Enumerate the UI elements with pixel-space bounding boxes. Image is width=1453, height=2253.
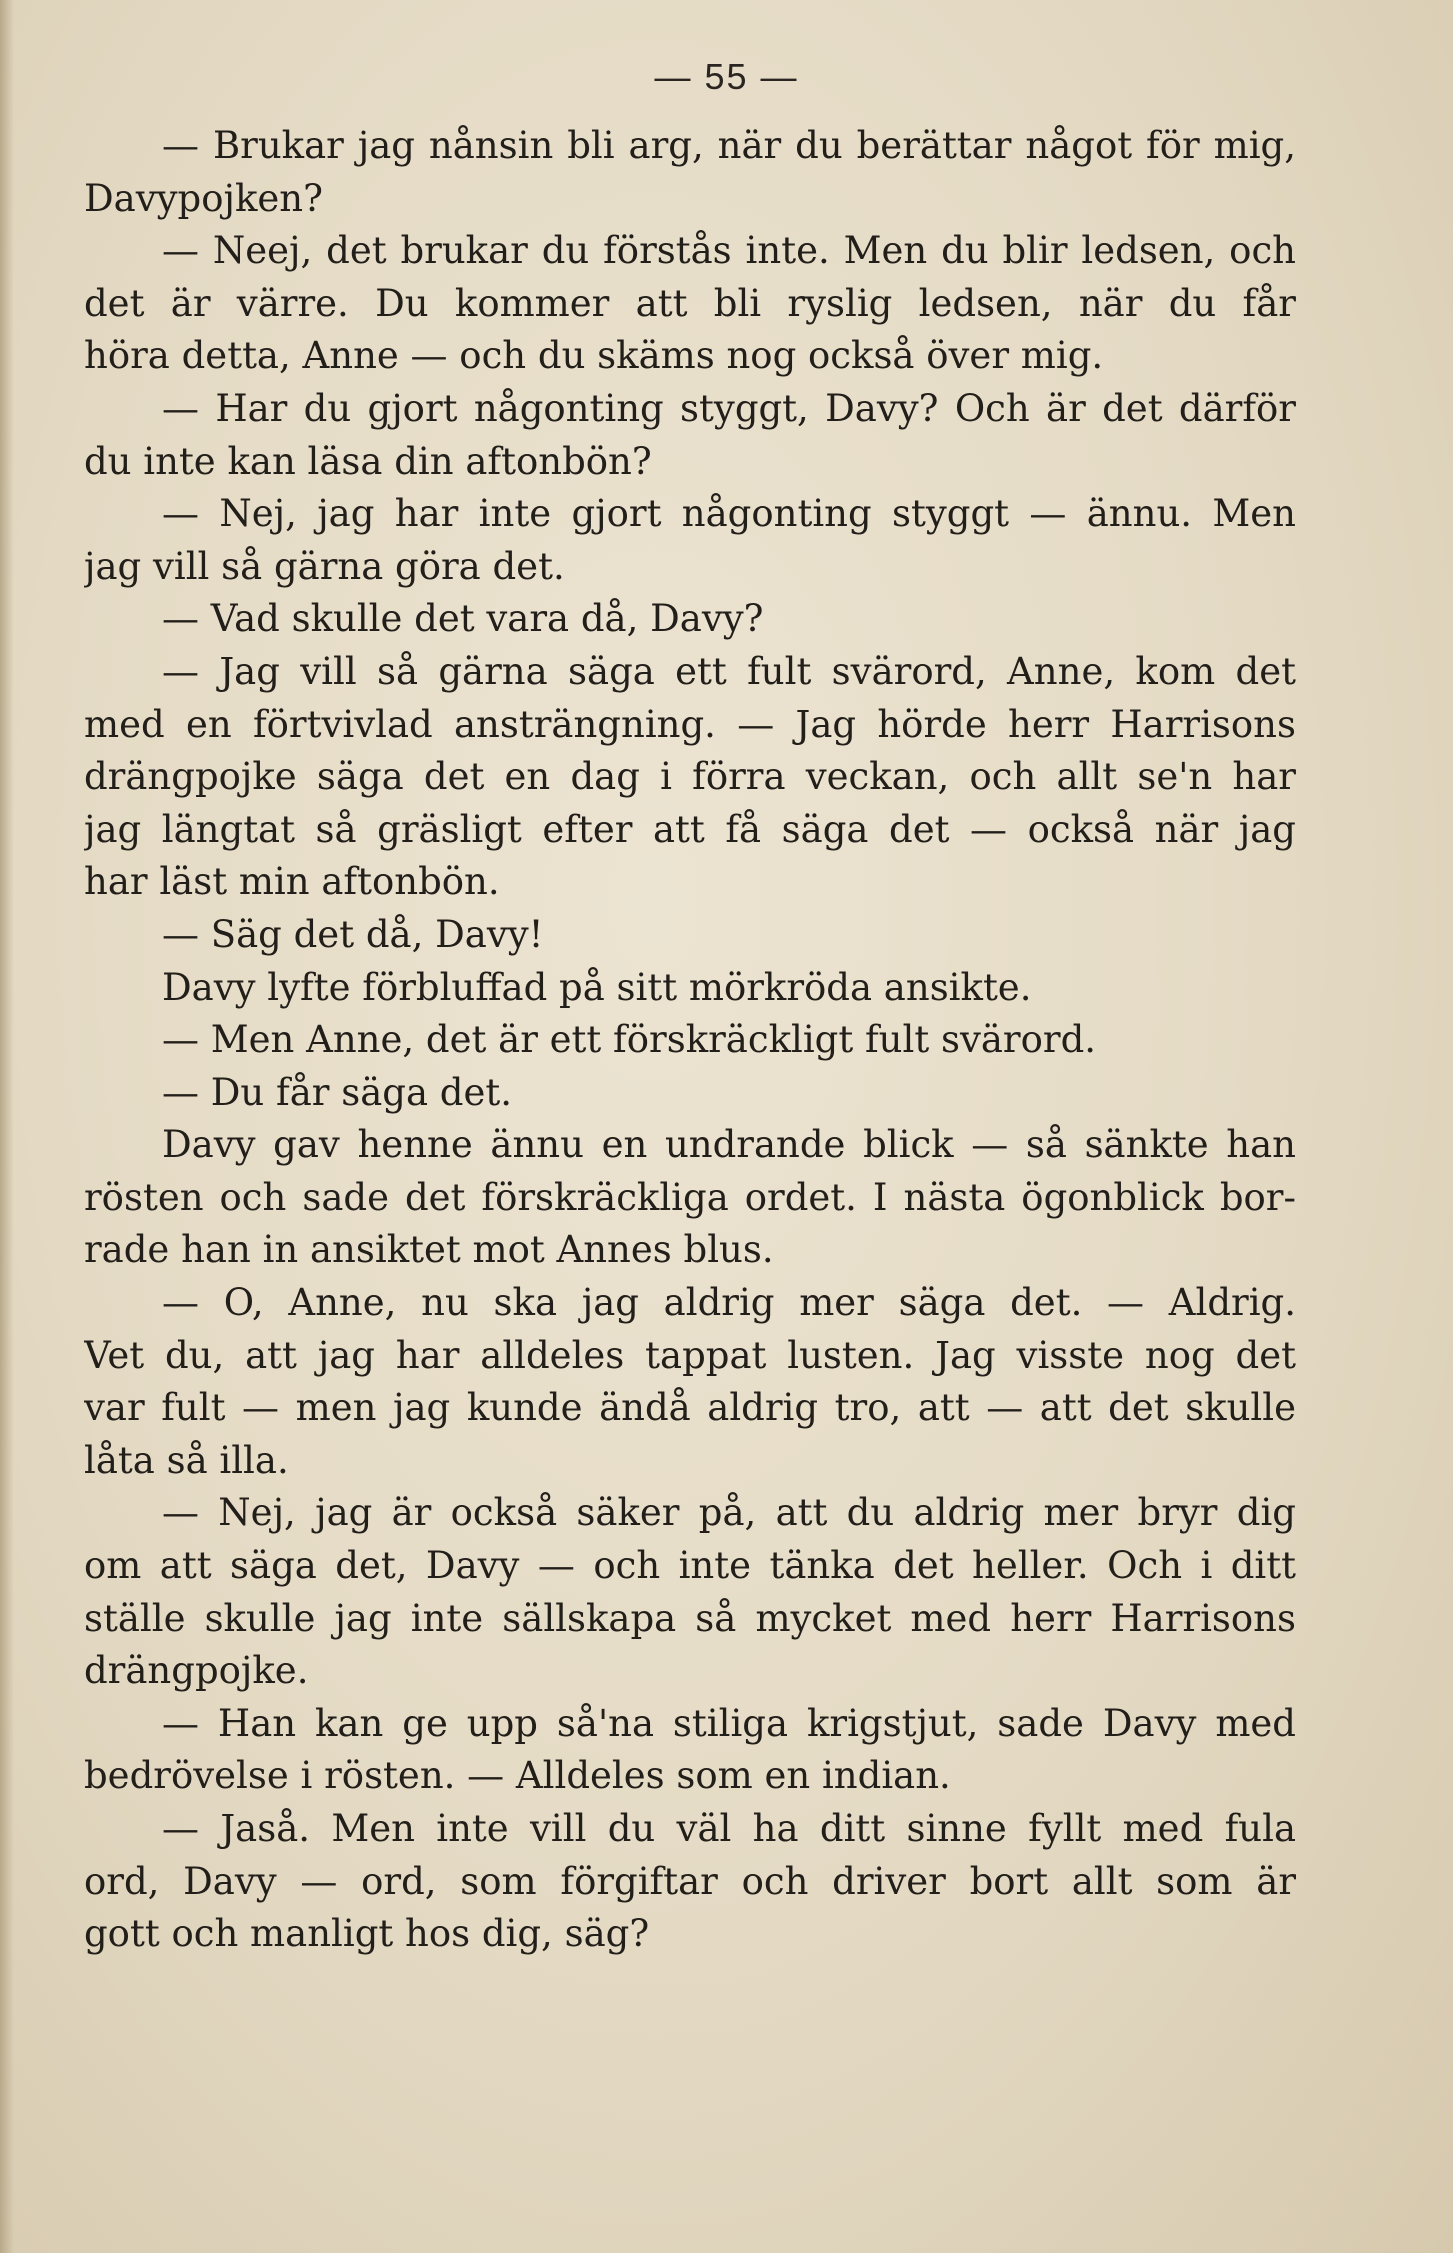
text-line: Davy lyfte förbluffad på sitt mörkröda ansikte.: [162, 965, 1032, 1009]
text-line: drängpojke säga det en dag i förra veckan, och allt se'n har: [84, 755, 1296, 799]
text-line: jag vill så gärna göra det.: [84, 544, 565, 588]
text-line: — Jaså. Men inte vill du väl ha ditt sinne fyllt med fula: [162, 1807, 1296, 1850]
text-line: — Neej, det brukar du förstås inte. Men du blir ledsen, och: [162, 229, 1296, 273]
text-line: — Vad skulle det vara då, Davy?: [162, 597, 764, 641]
text-line: höra detta, Anne — och du skäms nog också över mig.: [84, 334, 1104, 378]
text-line: ställe skulle jag inte sällskapa så mycket med herr Harrisons: [84, 1596, 1296, 1640]
text-line: — Han kan ge upp så'na stiliga krigstjut, sade Davy med: [162, 1701, 1296, 1745]
text-line: — Jag vill så gärna säga ett fult svärord, Anne, kom det: [162, 649, 1296, 693]
text-line: jag längtat så gräsligt efter att få säga det — också när jag: [84, 807, 1296, 851]
body-text: [84, 120, 1296, 1961]
text-line: drängpojke.: [84, 1649, 309, 1693]
text-line: — O, Anne, nu ska jag aldrig mer säga det. — Aldrig.: [162, 1281, 1296, 1325]
text-line: rösten och sade det förskräckliga ordet. I nästa ögonblick bor-: [84, 1175, 1296, 1219]
text-line: med en förtvivlad ansträngning. — Jag hörde herr Harrisons: [84, 702, 1296, 746]
text-line: låta så illa.: [84, 1438, 289, 1482]
text-line: ord, Davy — ord, som förgiftar och driver bort allt som är: [84, 1859, 1296, 1903]
text-line: Davypojken?: [84, 176, 323, 220]
text-line: — Nej, jag har inte gjort någonting styggt — ännu. Men: [162, 492, 1296, 536]
text-line: — Du får säga det.: [162, 1070, 512, 1114]
page-number: — 55 —: [654, 56, 799, 97]
text-line: — Har du gjort någonting styggt, Davy? Och är det därför: [162, 386, 1296, 430]
text-line: bedrövelse i rösten. — Alldeles som en indian.: [84, 1754, 951, 1798]
text-line: du inte kan läsa din aftonbön?: [84, 439, 652, 483]
text-line: — Brukar jag nånsin bli arg, när du berättar något för mig,: [162, 124, 1296, 167]
text-line: — Men Anne, det är ett förskräckligt fult svärord.: [162, 1018, 1097, 1062]
text-line: gott och manligt hos dig, säg?: [84, 1912, 650, 1956]
page-edge-shadow: [0, 0, 14, 2253]
text-line: Vet du, att jag har alldeles tappat lusten. Jag visste nog det: [84, 1333, 1296, 1377]
text-line: var fult — men jag kunde ändå aldrig tro, att — att det skulle: [84, 1386, 1296, 1430]
text-line: — Nej, jag är också säker på, att du aldrig mer bryr dig: [162, 1491, 1296, 1535]
text-line: det är värre. Du kommer att bli ryslig ledsen, när du får: [84, 281, 1296, 325]
text-line: om att säga det, Davy — och inte tänka det heller. Och i ditt: [84, 1544, 1296, 1588]
text-line: Davy gav henne ännu en undrande blick — så sänkte han: [162, 1123, 1296, 1167]
text-line: har läst min aftonbön.: [84, 860, 500, 904]
text-line: — Säg det då, Davy!: [162, 912, 544, 956]
text-line: rade han in ansiktet mot Annes blus.: [84, 1228, 774, 1272]
